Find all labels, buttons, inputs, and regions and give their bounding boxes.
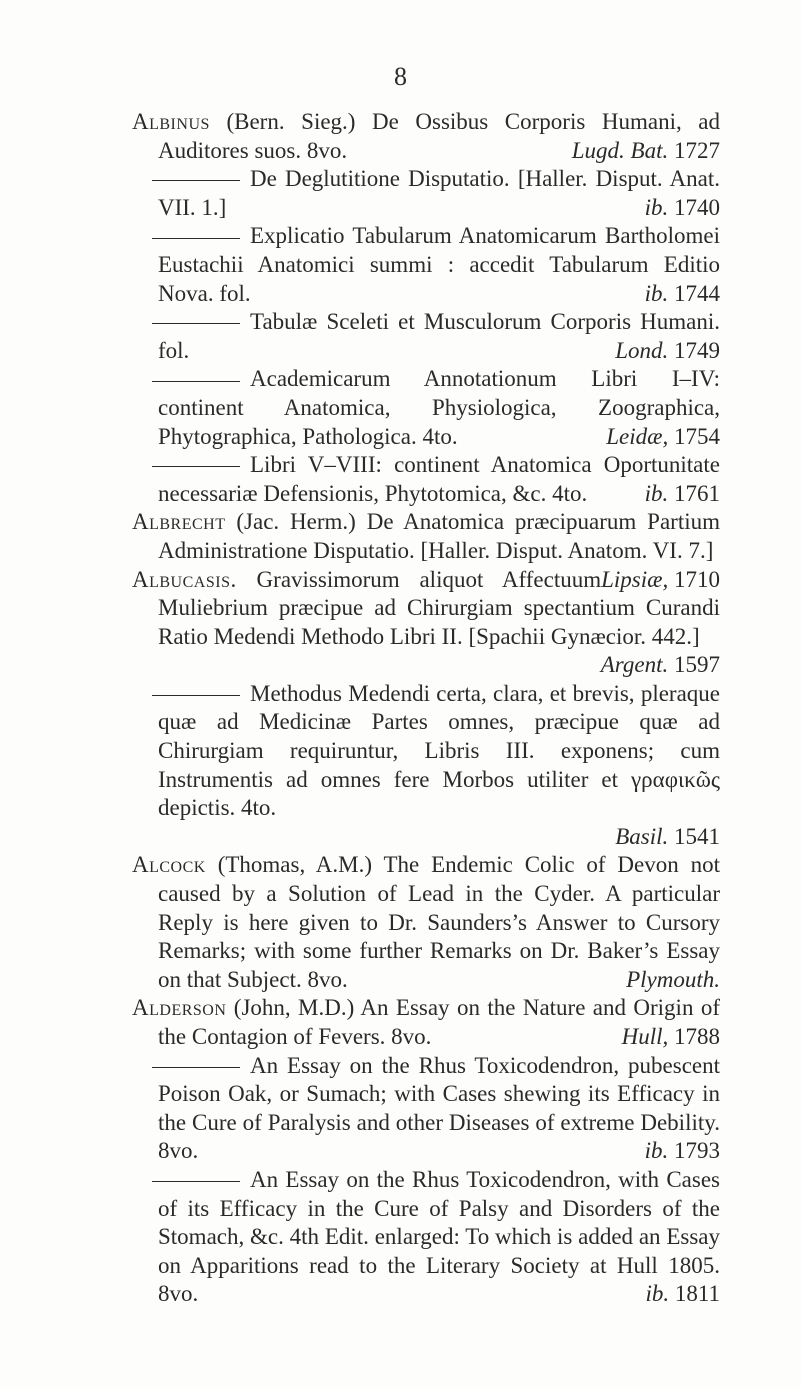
entry-place: ib. <box>645 1281 670 1307</box>
catalogue-entry <box>132 308 720 365</box>
ditto-rule <box>152 1181 240 1182</box>
catalogue-entry <box>132 365 720 451</box>
catalogue-entry <box>132 851 720 994</box>
ditto-rule <box>152 466 240 467</box>
entry-year: 1793 <box>674 1138 720 1164</box>
entry-place: Argent. <box>600 652 669 678</box>
entry-title: Tabulæ Sceleti et Musculorum Corporis Humani. fol. <box>158 309 720 363</box>
entry-imprint <box>606 423 720 452</box>
entry-place: Lond. <box>615 337 669 363</box>
entry-imprint <box>645 194 720 223</box>
entry-author: Albrecht <box>132 509 226 535</box>
entry-title: Explicatio Tabularum Anatomicarum Bartholomei Eustachii Anatomici summi : accedit Tabularum Editio Nova. fol. <box>158 223 720 306</box>
entry-place: Basil. <box>615 823 669 849</box>
catalogue-entry <box>132 165 720 222</box>
entry-year: 1788 <box>674 1024 720 1049</box>
catalogue-entry <box>132 451 720 508</box>
entry-imprint <box>645 480 720 509</box>
entry-title: An Essay on the Rhus Toxicodendron, with Cases of its Efficacy in the Cure of Palsy and Disorders of the Stomach, &c. 4th Edit. enlarged: To which is added an Essay on Apparitions read to the Literary Society at Hull 1805. 8vo. <box>158 1166 720 1307</box>
entry-imprint <box>158 651 720 680</box>
ditto-rule <box>152 1067 240 1068</box>
ditto-rule <box>152 238 240 239</box>
entry-title: An Essay on the Rhus Toxicodendron, pubescent Poison Oak, or Sumach; with Cases shewing its Efficacy in the Cure of Paralysis and other Diseases of extreme Debility. 8vo. <box>158 1052 720 1164</box>
entry-author: Alcock <box>132 852 206 878</box>
entry-author: Alderson <box>132 995 227 1021</box>
entry-place: ib. <box>644 1138 669 1164</box>
entry-title: (Bern. Sieg.) De Ossibus Corporis Humani, ad Auditores suos. 8vo. <box>158 109 720 163</box>
entry-year: 1597 <box>674 652 720 678</box>
entry-title: (John, M.D.) An Essay on the Nature and Origin of the Contagion of Fevers. 8vo. <box>158 995 720 1049</box>
entry-year: 1744 <box>674 280 720 306</box>
entry-year: 1710 <box>674 566 720 592</box>
entry-year: 1754 <box>674 423 720 449</box>
entry-imprint <box>645 1280 720 1309</box>
ditto-rule <box>152 695 240 696</box>
entry-imprint <box>572 137 720 166</box>
entry-imprint <box>601 566 720 595</box>
ditto-rule <box>152 381 240 382</box>
entry-title: Methodus Medendi certa, clara, et brevis, pleraque quæ ad Medicinæ Partes omnes, præcipue quæ ad Chirurgiam requiruntur, Libris III. exponens; cum Instrumentis ad omnes fere Morbos utiliter et γραφικῶς depictis. 4to. <box>158 680 720 821</box>
catalogue-entry <box>132 222 720 308</box>
catalogue-entry <box>132 994 720 1051</box>
catalogue-entry <box>132 680 720 852</box>
entry-author: Albucasis. <box>132 566 237 592</box>
entry-imprint <box>645 1137 720 1166</box>
ditto-rule <box>152 323 240 324</box>
entry-place: ib. <box>644 280 669 306</box>
entry-title: Academicarum Annotationum Libri I–IV: continent Anatomica, Physiologica, Zoographica, Phytographica, Pathologica. 4to. <box>158 366 720 449</box>
entry-year: 1811 <box>674 1281 720 1307</box>
entry-imprint <box>626 966 720 995</box>
catalogue-entries <box>132 108 720 1309</box>
entry-title: (Thomas, A.M.) The Endemic Colic of Devon not caused by a Solution of Lead in the Cyder. A particular Reply is here given to Dr. Saunders’s Answer to Cursory Remarks; with some further Remarks on Dr. Baker’s Essay on that Subject. 8vo. <box>158 852 720 992</box>
entry-title: Gravissimorum aliquot Affectuum Muliebrium præcipue ad Chirurgiam spectantium Curandi Ratio Medendi Methodo Libri II. [Spachii Gynæcior. 442.] <box>158 566 720 649</box>
entry-place: Leidæ, <box>606 423 669 449</box>
entry-title: De Deglutitione Disputatio. [Haller. Disput. Anat. VII. 1.] <box>158 166 720 220</box>
entry-year: 1541 <box>674 823 720 849</box>
entry-imprint <box>615 337 720 366</box>
entry-imprint <box>622 1023 720 1052</box>
catalogue-entry <box>132 1166 720 1309</box>
ditto-rule <box>152 180 240 181</box>
page-number: 8 <box>394 62 407 91</box>
entry-year: 1749 <box>674 337 720 363</box>
entry-place: Hull, <box>621 1024 669 1049</box>
entry-place: Lipsiæ, <box>601 566 669 592</box>
entry-author: Albinus <box>132 109 210 134</box>
entry-title: (Jac. Herm.) De Anatomica præcipuarum Partium Administratione Disputatio. [Haller. Disput. Anatom. VI. 7.] <box>158 509 720 563</box>
catalogue-entry <box>132 108 720 165</box>
entry-year: 1727 <box>674 137 720 163</box>
entry-place: Lugd. Bat. <box>571 137 669 163</box>
entry-place: ib. <box>644 194 669 220</box>
entry-title: Libri V–VIII: continent Anatomica Oportunitate necessariæ Defensionis, Phytotomica, &c. 4to. <box>158 452 720 506</box>
entry-place: Plymouth. <box>626 966 720 992</box>
catalogue-entry <box>132 1052 720 1166</box>
entry-imprint <box>158 823 720 852</box>
entry-year: 1740 <box>674 194 720 220</box>
entry-imprint <box>645 280 720 309</box>
entry-place: ib. <box>644 480 669 506</box>
entry-year: 1761 <box>674 480 720 506</box>
